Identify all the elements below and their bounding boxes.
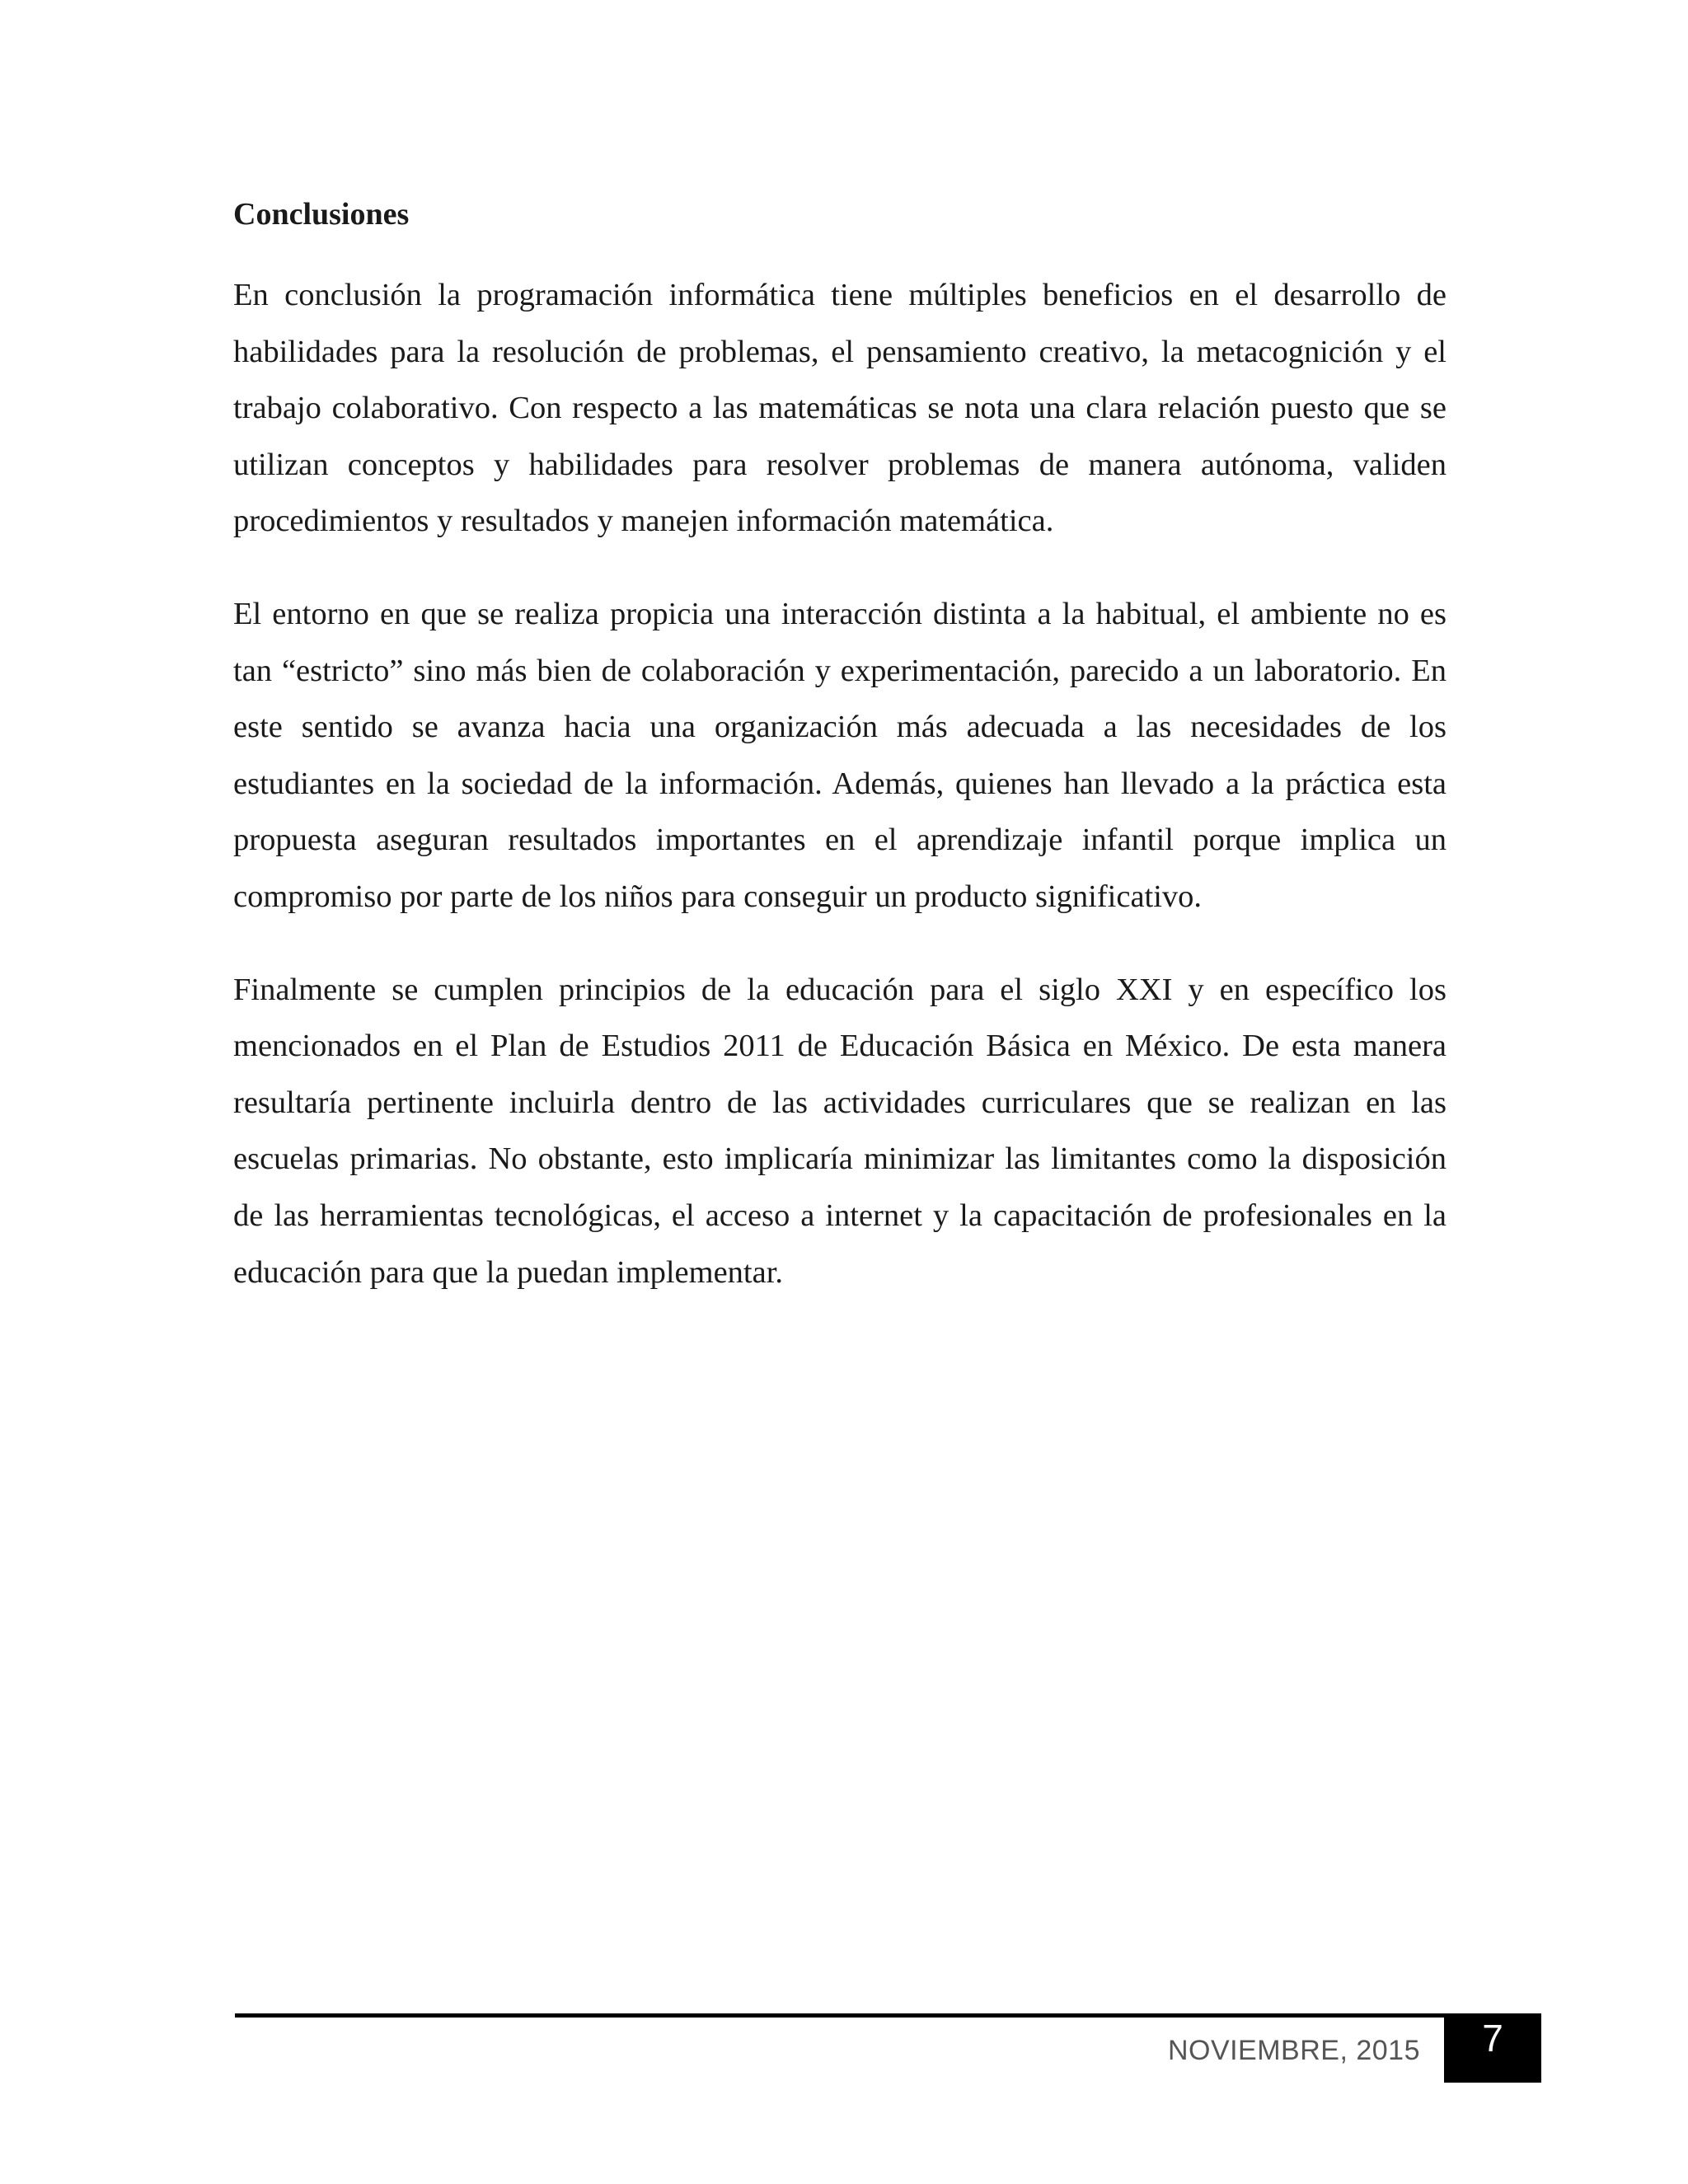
- page-content: [233, 194, 1447, 1337]
- paragraph-1: En conclusión la programación informática tiene múltiples beneficios en el desarrollo de habilidades para la resolución de problemas, el pensamiento creativo, la metacognición y el trabajo colaborativo. Con respecto a las matemáticas se nota una clara relación puesto que se utilizan conceptos y habilidades para resolver problemas de manera autónoma, validen procedimientos y resultados y manejen información matemática.: [233, 278, 1447, 539]
- section-heading: Conclusiones: [233, 197, 410, 232]
- footer-date: NOVIEMBRE, 2015: [1167, 2035, 1420, 2066]
- paragraph-2: El entorno en que se realiza propicia una interacción distinta a la habitual, el ambiente no es tan “estricto” sino más bien de colaboración y experimentación, parecido a un laboratorio. En este sentido se avanza hacia una organización más adecuada a las necesidades de los estudiantes en la sociedad de la información. Además, quienes han llevado a la práctica esta propuesta aseguran resultados importantes en el aprendizaje infantil porque implica un compromiso por parte de los niños para conseguir un producto significativo.: [233, 596, 1447, 914]
- footer-rule: [235, 2013, 1445, 2018]
- paragraph-3: Finalmente se cumplen principios de la educación para el siglo XXI y en específico los mencionados en el Plan de Estudios 2011 de Educación Básica en México. De esta manera resultaría pertinente incluirla dentro de las actividades curriculares que se realizan en las escuelas primarias. No obstante, esto implicaría minimizar las limitantes como la disposición de las herramientas tecnológicas, el acceso a internet y la capacitación de profesionales en la educación para que la puedan implementar.: [233, 972, 1447, 1290]
- page-number: 7: [1444, 2013, 1541, 2083]
